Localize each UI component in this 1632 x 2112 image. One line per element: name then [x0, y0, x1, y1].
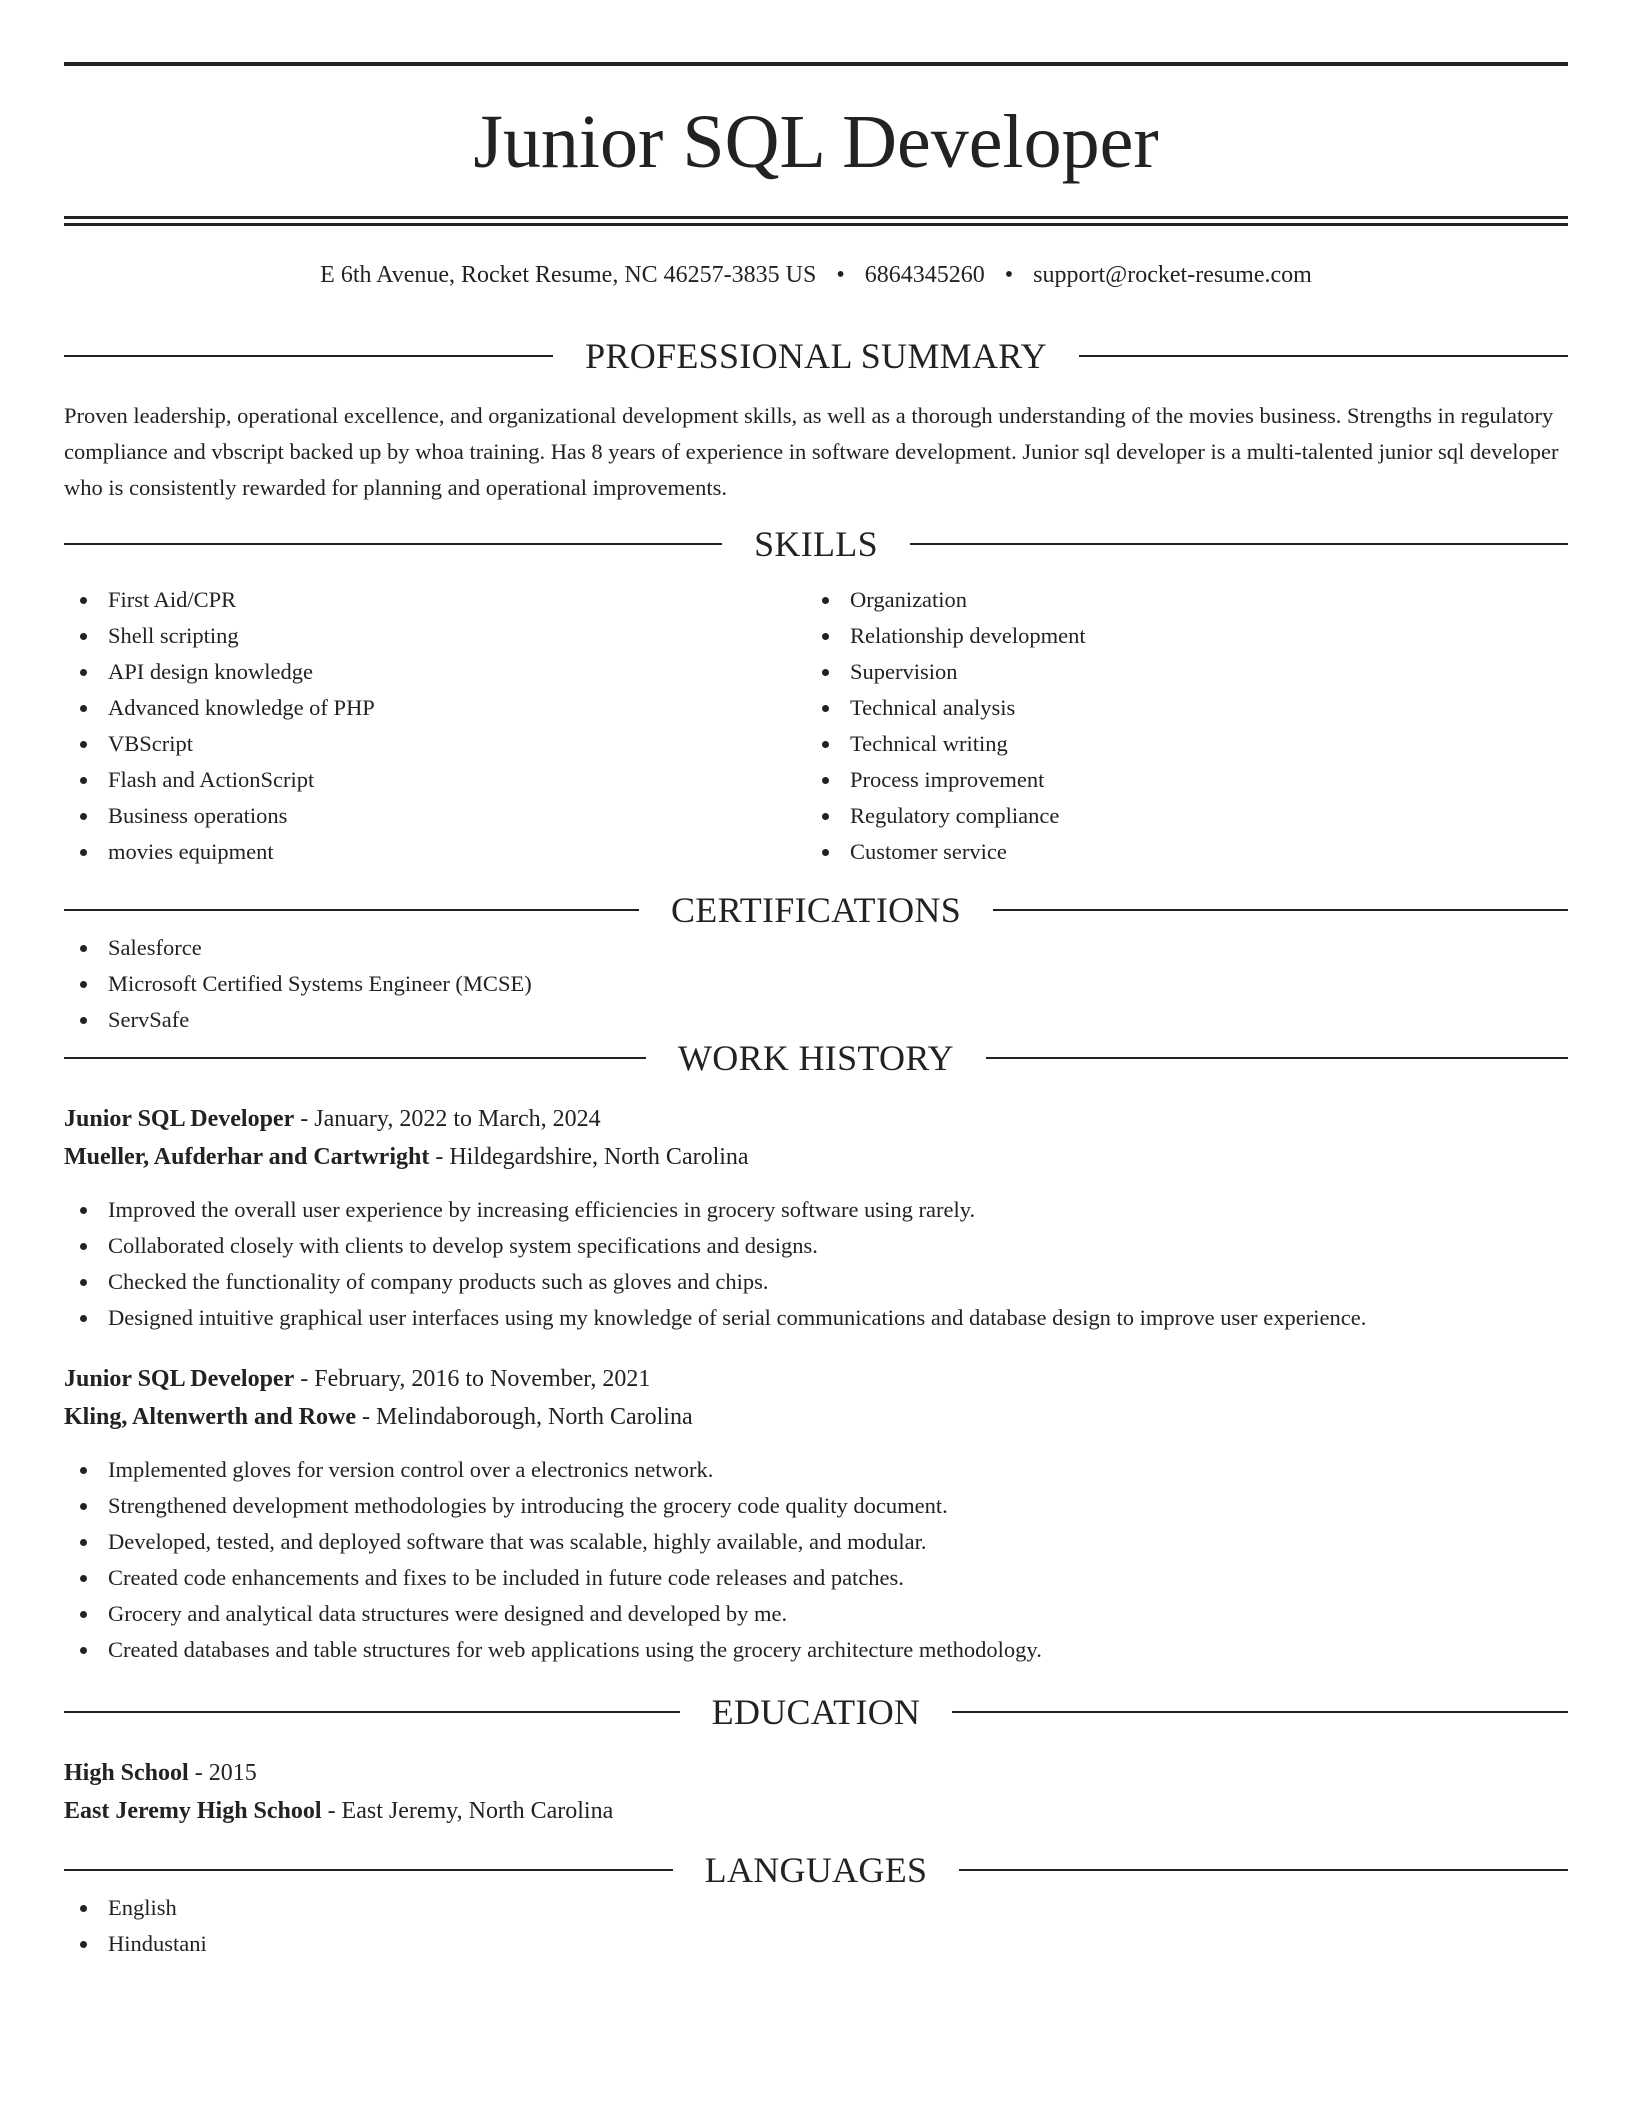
section-title: EDUCATION	[711, 1692, 921, 1732]
job-bullet: Collaborated closely with clients to develop system specifications and designs.	[64, 1228, 1568, 1264]
education-location: - East Jeremy, North Carolina	[321, 1798, 614, 1824]
job-bullets	[64, 1192, 1568, 1336]
contact-line	[64, 260, 1568, 290]
contact-phone[interactable]: 6864345260	[864, 262, 985, 288]
skill-item: Advanced knowledge of PHP	[64, 690, 806, 726]
resume-name: Junior SQL Developer	[473, 100, 1159, 184]
skills-column-right	[806, 582, 1548, 870]
heading-rule	[64, 355, 553, 357]
section-heading-languages	[64, 1850, 1568, 1890]
contact-email[interactable]: support@rocket-resume.com	[1033, 262, 1312, 288]
job-title-line	[64, 1100, 1568, 1138]
job-title: Junior SQL Developer	[64, 1106, 295, 1132]
heading-rule	[910, 543, 1568, 545]
heading-rule	[64, 1711, 680, 1713]
certification-item: Salesforce	[64, 930, 1568, 966]
section-title: SKILLS	[754, 524, 878, 564]
skill-item: Flash and ActionScript	[64, 762, 806, 798]
job-company-line	[64, 1138, 1568, 1176]
skills-list	[64, 582, 1568, 870]
heading-rule	[64, 909, 639, 911]
job-company: Kling, Altenwerth and Rowe	[64, 1404, 357, 1430]
job-title: Junior SQL Developer	[64, 1366, 295, 1392]
heading-rule	[993, 909, 1568, 911]
section-heading-work	[64, 1038, 1568, 1078]
section-title: WORK HISTORY	[678, 1038, 954, 1078]
skill-item: Business operations	[64, 798, 806, 834]
job-dates: - January, 2022 to March, 2024	[294, 1106, 601, 1132]
heading-rule	[1079, 355, 1568, 357]
skill-item: Customer service	[806, 834, 1548, 870]
job-bullet: Checked the functionality of company products such as gloves and chips.	[64, 1264, 1568, 1300]
skill-item: Regulatory compliance	[806, 798, 1548, 834]
education-entry	[64, 1754, 1568, 1830]
skill-item: Process improvement	[806, 762, 1548, 798]
heading-rule	[64, 1869, 673, 1871]
heading-rule	[952, 1711, 1568, 1713]
heading-rule	[64, 543, 722, 545]
education-degree: High School	[64, 1760, 189, 1786]
job-location: - Hildegardshire, North Carolina	[429, 1144, 749, 1170]
skill-item: Supervision	[806, 654, 1548, 690]
skill-item: Relationship development	[806, 618, 1548, 654]
job-bullet: Strengthened development methodologies by introducing the grocery code quality document.	[64, 1488, 1568, 1524]
skill-item: movies equipment	[64, 834, 806, 870]
section-title: PROFESSIONAL SUMMARY	[585, 336, 1047, 376]
skill-item: Organization	[806, 582, 1548, 618]
top-rule	[64, 62, 1568, 66]
education-school-line	[64, 1792, 1568, 1830]
heading-rule	[986, 1057, 1568, 1059]
education-degree-line	[64, 1754, 1568, 1792]
contact-address: E 6th Avenue, Rocket Resume, NC 46257-3835 US	[320, 262, 817, 288]
heading-rule	[64, 1057, 646, 1059]
heading-rule	[959, 1869, 1568, 1871]
language-item: English	[64, 1890, 1568, 1926]
language-item: Hindustani	[64, 1926, 1568, 1962]
section-title: LANGUAGES	[704, 1850, 928, 1890]
name-double-rule	[64, 216, 1568, 226]
skill-item: API design knowledge	[64, 654, 806, 690]
job-entry	[64, 1360, 1568, 1668]
section-heading-summary	[64, 336, 1568, 376]
job-bullet: Improved the overall user experience by increasing efficiencies in grocery software using rarely.	[64, 1192, 1568, 1228]
job-bullet: Developed, tested, and deployed software that was scalable, highly available, and modular.	[64, 1524, 1568, 1560]
section-heading-certifications	[64, 890, 1568, 930]
summary-text: Proven leadership, operational excellence, and organizational development skills, as well as a thorough understanding of the movies business. Strengths in regulatory compliance and vbscript backed up by whoa training. Has 8 years of experience in software development. Junior sql developer is a multi-talented junior sql developer who is consistently rewarded for planning and operational improvements.	[64, 403, 1559, 500]
job-title-line	[64, 1360, 1568, 1398]
education-school: East Jeremy High School	[64, 1798, 322, 1824]
job-bullet: Designed intuitive graphical user interfaces using my knowledge of serial communications and database design to improve user experience.	[64, 1300, 1568, 1336]
section-heading-education	[64, 1692, 1568, 1732]
section-heading-skills	[64, 524, 1568, 564]
job-dates: - February, 2016 to November, 2021	[294, 1366, 651, 1392]
certification-item: Microsoft Certified Systems Engineer (MCSE)	[64, 966, 1568, 1002]
skill-item: Technical analysis	[806, 690, 1548, 726]
certification-item: ServSafe	[64, 1002, 1568, 1038]
skill-item: Shell scripting	[64, 618, 806, 654]
certifications-list	[64, 930, 1568, 1038]
job-location: - Melindaborough, North Carolina	[356, 1404, 693, 1430]
contact-separator: •	[836, 262, 845, 288]
job-bullet: Created code enhancements and fixes to be included in future code releases and patches.	[64, 1560, 1568, 1596]
skill-item: First Aid/CPR	[64, 582, 806, 618]
job-bullet: Grocery and analytical data structures were designed and developed by me.	[64, 1596, 1568, 1632]
job-company-line	[64, 1398, 1568, 1436]
skill-item: VBScript	[64, 726, 806, 762]
skills-column-left	[64, 582, 806, 870]
job-bullet: Implemented gloves for version control over a electronics network.	[64, 1452, 1568, 1488]
job-bullet: Created databases and table structures for web applications using the grocery architecture methodology.	[64, 1632, 1568, 1668]
contact-separator: •	[1004, 262, 1014, 288]
skill-item: Technical writing	[806, 726, 1548, 762]
education-year: - 2015	[188, 1760, 257, 1786]
job-entry	[64, 1100, 1568, 1336]
job-bullets	[64, 1452, 1568, 1668]
languages-list	[64, 1890, 1568, 1962]
job-company: Mueller, Aufderhar and Cartwright	[64, 1144, 430, 1170]
section-title: CERTIFICATIONS	[670, 890, 962, 930]
work-history	[64, 1100, 1568, 1668]
